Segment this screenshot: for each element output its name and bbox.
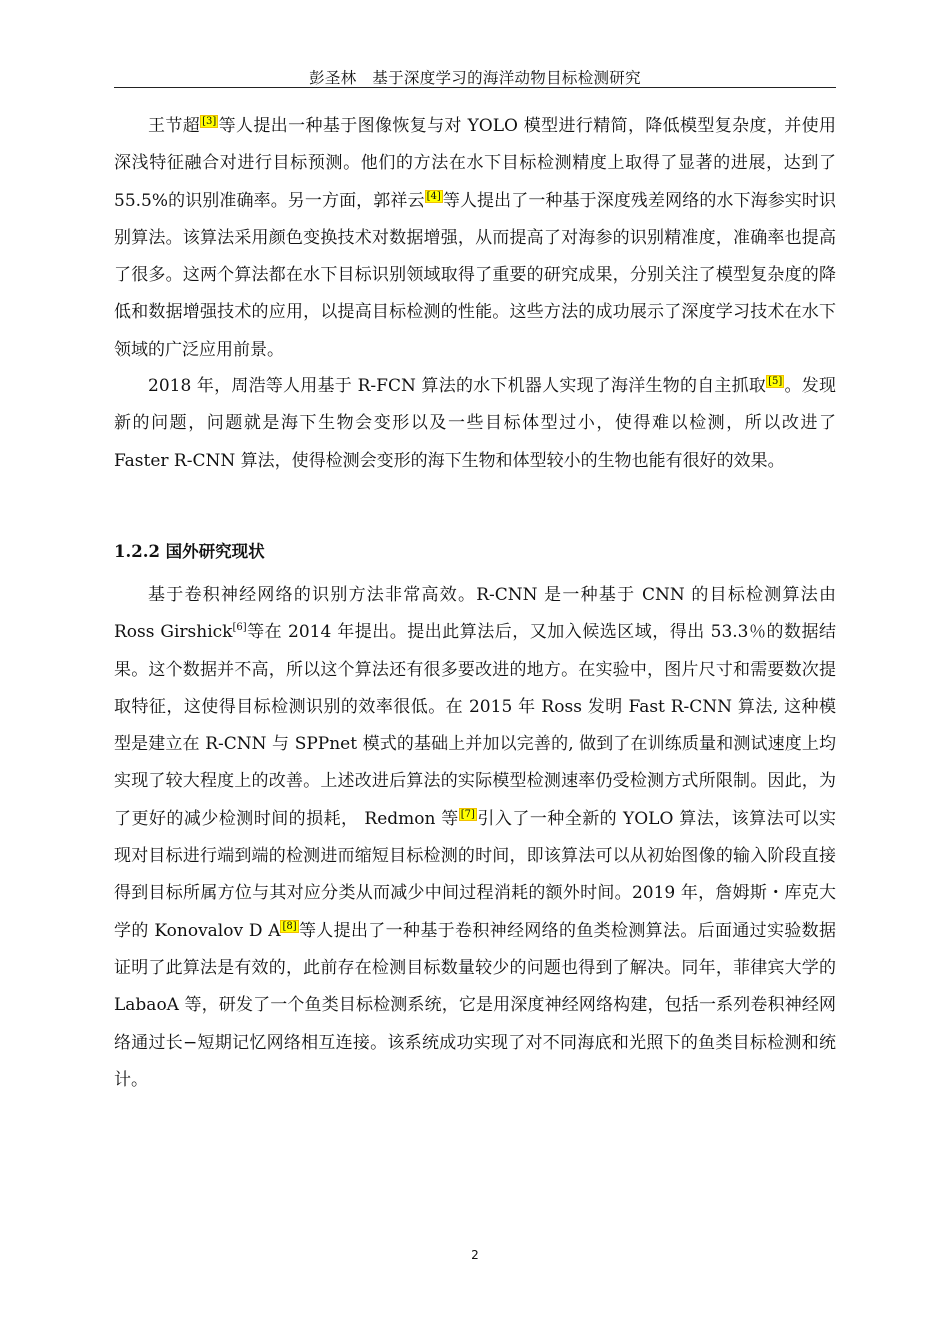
paragraph-domestic-2	[114, 368, 836, 480]
text-run: 等人提出一种基于图像恢复与对 YOLO 模型进行精简，降低模型复杂度，并使用深浅特征融合对进行目标预测。他们的方法在水下目标检测精度上取得了显著的进展，达到了 55.5%的识别准确率。另一方面，郭祥云	[114, 116, 836, 211]
citation-ref[interactable]: [8]	[282, 920, 297, 932]
header-rule	[114, 87, 836, 88]
text-run: 等人提出了一种基于深度残差网络的水下海参实时识别算法。该算法采用颜色变换技术对数据增强，从而提高了对海参的识别精准度，准确率也提高了很多。这两个算法都在水下目标识别领域取得了重要的研究成果，分别关注了模型复杂度的降低和数据增强技术的应用，以提高目标检测的性能。这些方法的成功展示了深度学习技术在水下领域的广泛应用前景。	[114, 190, 836, 360]
paragraph-text	[114, 577, 836, 1099]
citation-ref[interactable]: [4]	[426, 190, 441, 202]
citation-ref[interactable]: [7]	[460, 808, 475, 820]
text-run: 等在 2014 年提出。提出此算法后，又加入候选区域，得出 53.3％的数据结果。这个数据并不高，所以这个算法还有很多要改进的地方。在实验中，图片尺寸和需要数次提取特征，这使得目标检测识别的效率很低。在 2015 年 Ross 发明 Fast R-CNN 算法, 这种模型是建立在 R-CNN 与 SPPnet 模式的基础上并加以完善的, 做到了在训练质量和测试速度上均实现了较大程度上的改善。上述改进后算法的实际模型检测速率仍受检测方式所限制。因此，为了更好的减少检测时间的损耗， Redmon 等	[114, 622, 836, 829]
text-run: 引入了一种全新的 YOLO 算法，该算法可以实现对目标进行端到端的检测进而缩短目标检测的时间，即该算法可以从初始图像的输入阶段直接得到目标所属方位与其对应分类从而减少中间过程消耗的额外时间。2019 年，詹姆斯・库克大学的 Konovalov D A	[114, 808, 836, 941]
citation-ref[interactable]: [6]	[232, 622, 247, 634]
text-run: 2018 年，周浩等人用基于 R-FCN 算法的水下机器人实现了海洋生物的自主抓取	[148, 376, 767, 396]
page-number: 2	[471, 1248, 479, 1262]
paragraph-text	[114, 368, 836, 480]
citation-ref[interactable]: [5]	[768, 376, 783, 387]
text-run: 等人提出了一种基于卷积神经网络的鱼类检测算法。后面通过实验数据证明了此算法是有效的，此前存在检测目标数量较少的问题也得到了解决。同年，菲律宾大学的 LabaoA 等，研发了一个鱼类目标检测系统，它是用深度神经网络构建，包括一系列卷积神经网络通过长−短期记忆网络相互连接。该系统成功实现了对不同海底和光照下的鱼类目标检测和统计。	[114, 920, 836, 1090]
text-run: 王节超	[148, 116, 201, 136]
paragraph-text	[114, 108, 836, 369]
citation-ref[interactable]: [3]	[202, 116, 217, 127]
running-header: 彭圣林 基于深度学习的海洋动物目标检测研究	[309, 69, 641, 87]
text-run: 。发现新的问题，问题就是海下生物会变形以及一些目标体型过小，使得难以检测，所以改进了 Faster R-CNN 算法，使得检测会变形的海下生物和体型较小的生物也能有很好的效果。	[114, 376, 836, 471]
section-heading: 1.2.2 国外研究现状	[114, 542, 265, 561]
paragraph-foreign	[114, 577, 836, 1099]
paragraph-domestic-1	[114, 108, 836, 369]
text-run: 基于卷积神经网络的识别方法非常高效。R-CNN 是一种基于 CNN 的目标检测算法由 Ross Girshick	[114, 585, 836, 643]
